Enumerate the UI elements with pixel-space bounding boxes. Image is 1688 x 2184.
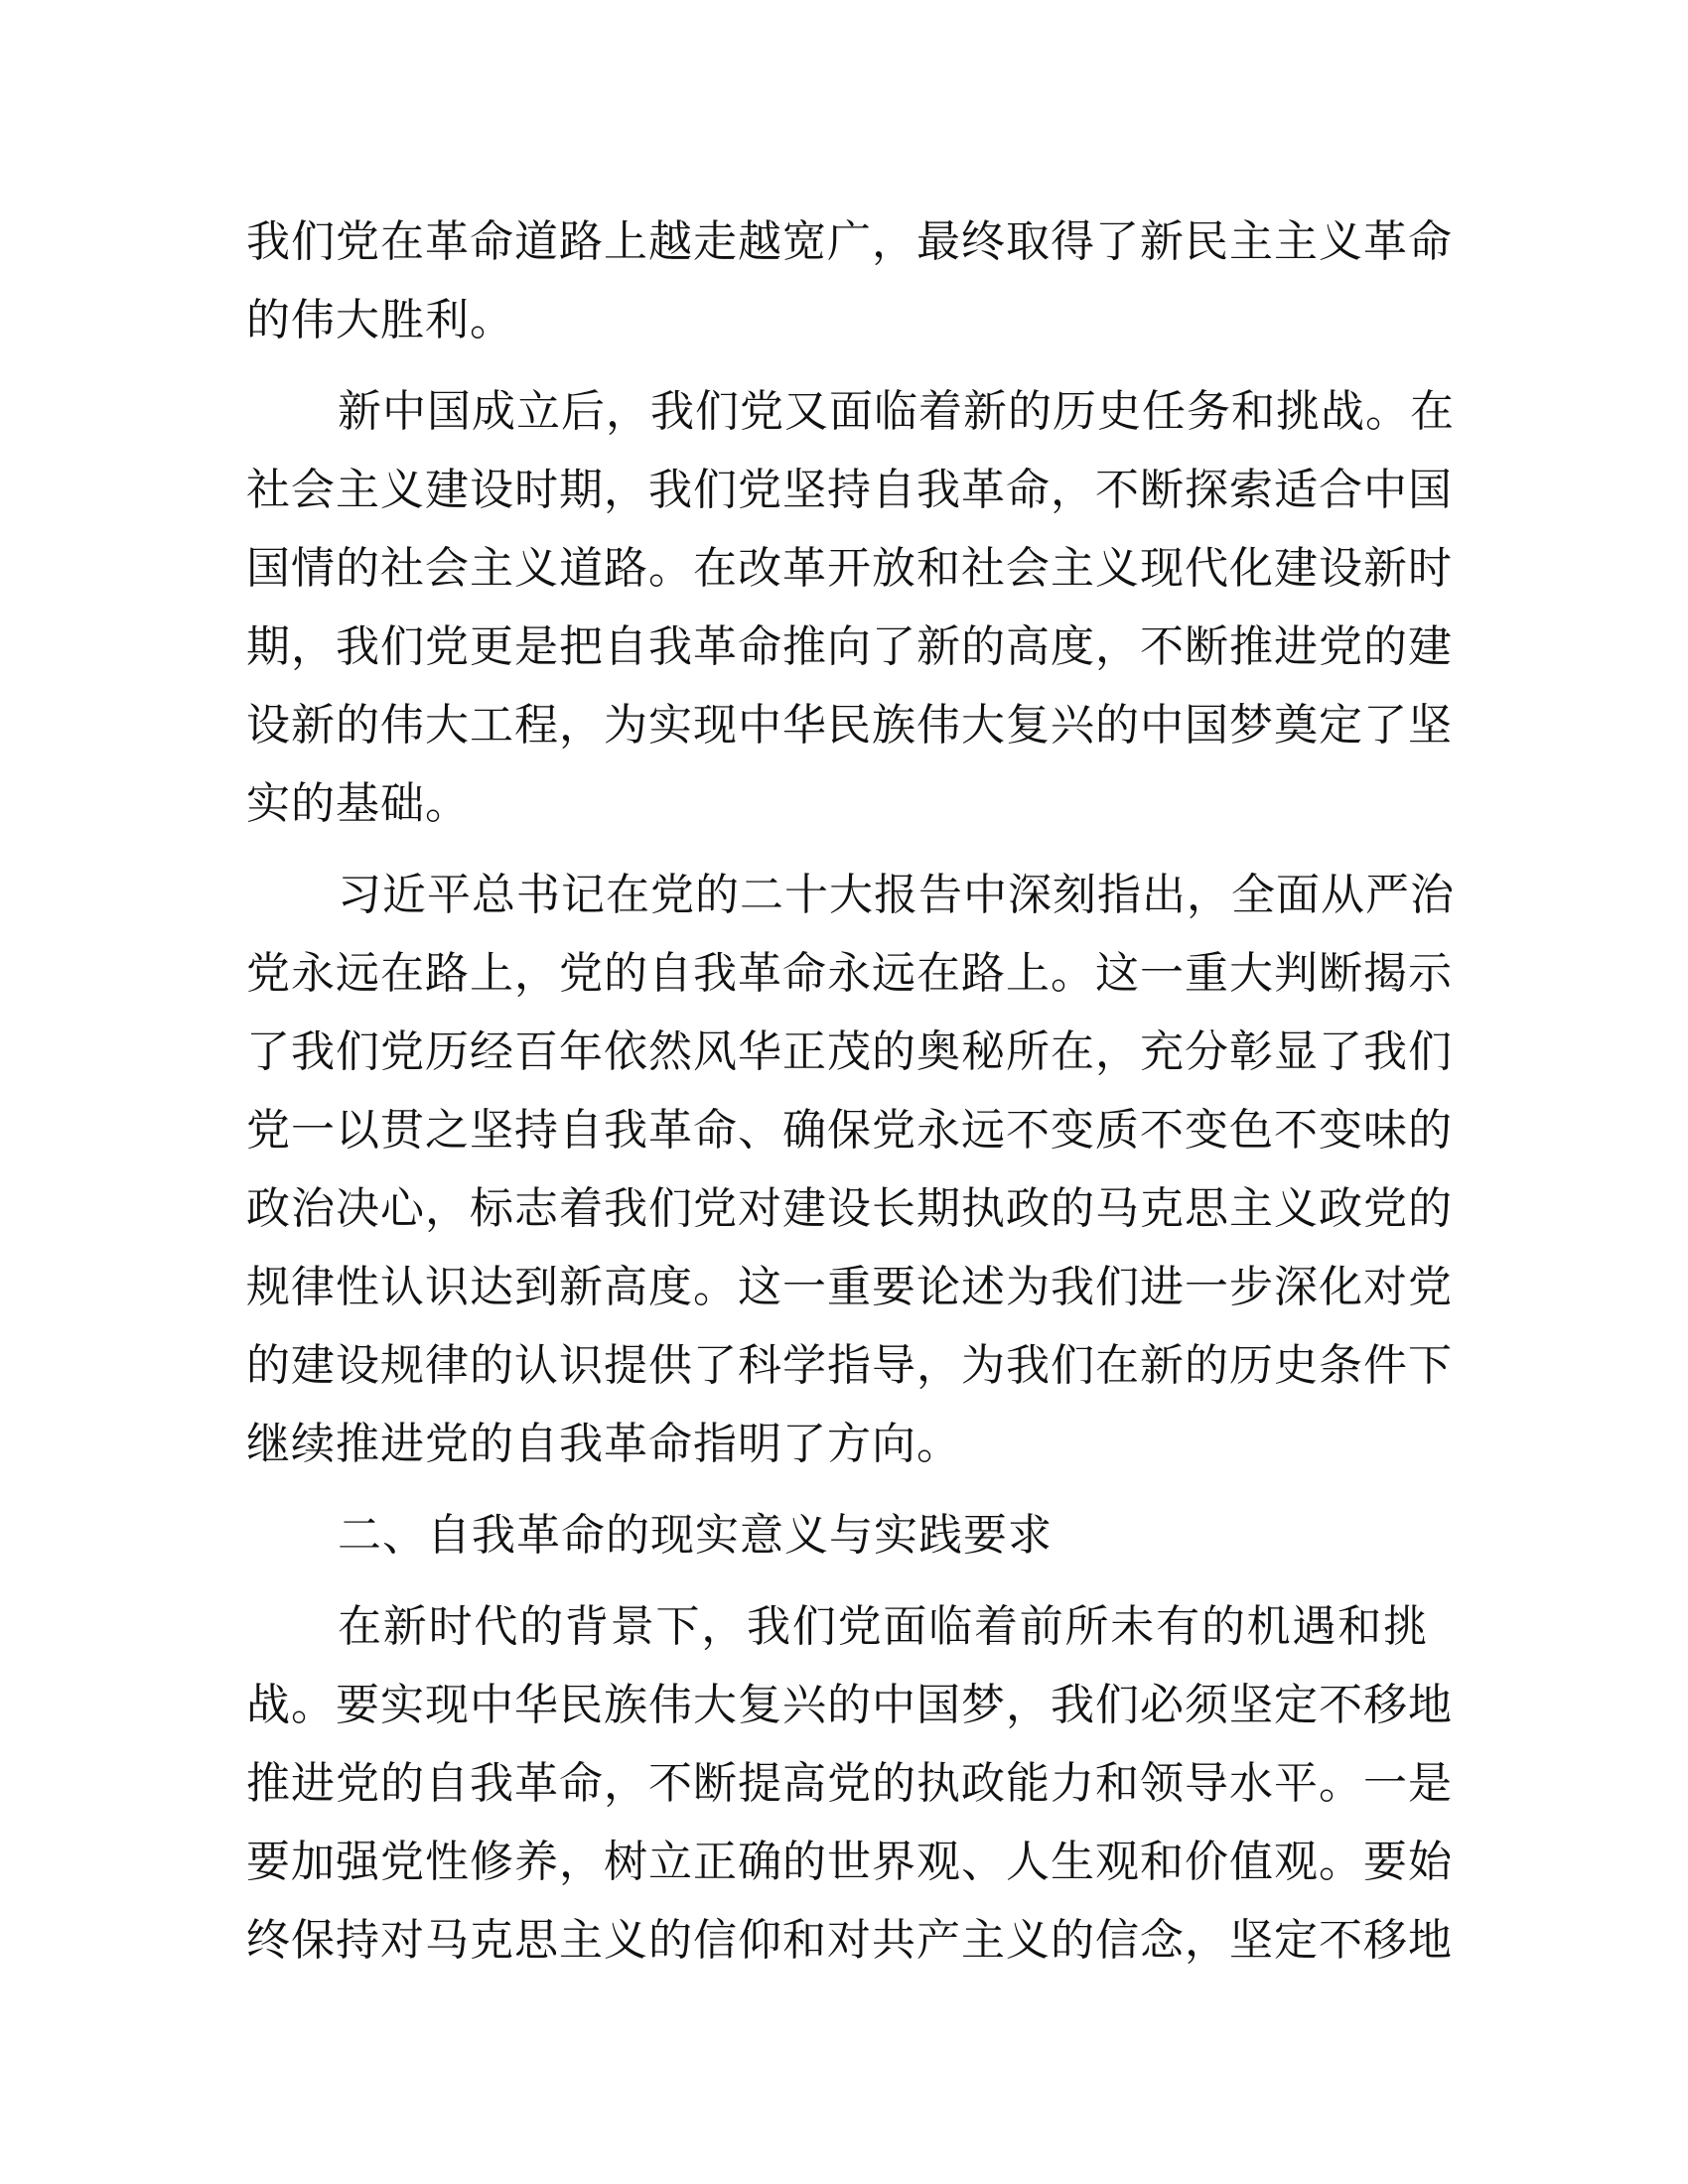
text-line: 的伟大胜利。: [246, 295, 514, 345]
text-line: 在新时代的背景下，我们党面临着前所未有的机遇和挑: [338, 1601, 1428, 1652]
section-heading: [246, 1496, 1428, 1574]
text-line: 习近平总书记在党的二十大报告中深刻指出，全面从严治: [338, 870, 1455, 920]
text-line: 二、自我革命的现实意义与实践要求: [338, 1510, 1053, 1561]
text-line: 的建设规律的认识提供了科学指导，为我们在新的历史条件下: [246, 1340, 1453, 1391]
text-line: 党一以贯之坚持自我革命、确保党永远不变质不变色不变味的: [246, 1105, 1453, 1156]
text-line: 规律性认识达到新高度。这一重要论述为我们进一步深化对党: [246, 1262, 1453, 1312]
text-line: 党永远在路上，党的自我革命永远在路上。这一重大判断揭示: [246, 948, 1453, 999]
text-line: 期，我们党更是把自我革命推向了新的高度，不断推进党的建: [246, 621, 1453, 672]
text-line: 要加强党性修养，树立正确的世界观、人生观和价值观。要始: [246, 1837, 1453, 1887]
text-line: 战。要实现中华民族伟大复兴的中国梦，我们必须坚定不移地: [246, 1680, 1453, 1730]
text-line: 国情的社会主义道路。在改革开放和社会主义现代化建设新时: [246, 543, 1453, 594]
text-line: 我们党在革命道路上越走越宽广，最终取得了新民主主义革命: [246, 216, 1453, 267]
document-page: [246, 203, 1455, 1992]
paragraph: [246, 856, 1455, 1483]
paragraph: [246, 372, 1455, 843]
text-line: 社会主义建设时期，我们党坚持自我革命，不断探索适合中国: [246, 465, 1453, 515]
text-line: 终保持对马克思主义的信仰和对共产主义的信念，坚定不移地: [246, 1915, 1453, 1966]
paragraph: [246, 1587, 1453, 1979]
text-line: 新中国成立后，我们党又面临着新的历史任务和挑战。在: [338, 386, 1455, 437]
text-line: 了我们党历经百年依然风华正茂的奥秘所在，充分彰显了我们: [246, 1026, 1453, 1077]
text-line: 政治决心，标志着我们党对建设长期执政的马克思主义政党的: [246, 1183, 1453, 1234]
text-line: 实的基础。: [246, 778, 470, 829]
paragraph: [246, 203, 1453, 359]
text-line: 设新的伟大工程，为实现中华民族伟大复兴的中国梦奠定了坚: [246, 700, 1453, 751]
text-line: 继续推进党的自我革命指明了方向。: [246, 1419, 961, 1469]
text-line: 推进党的自我革命，不断提高党的执政能力和领导水平。一是: [246, 1758, 1453, 1809]
